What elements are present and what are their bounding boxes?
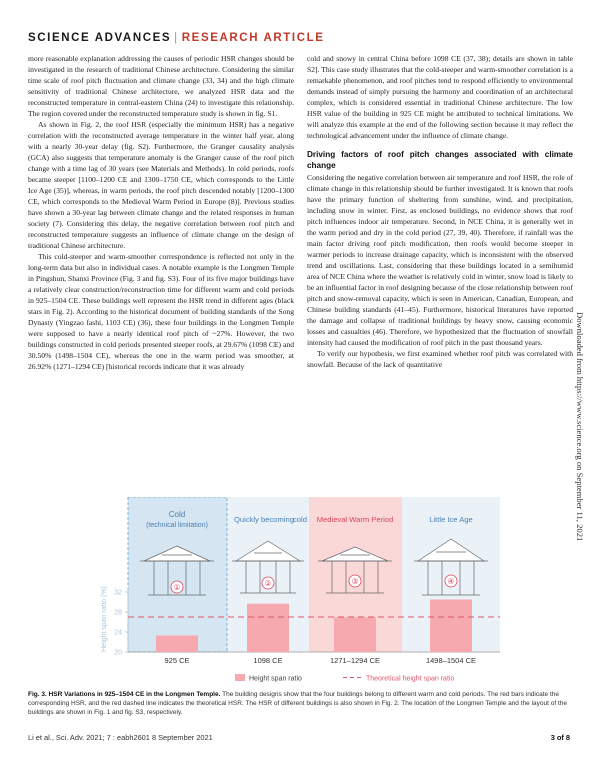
period-label-warm: Medieval Warm Period bbox=[316, 515, 394, 524]
citation: Li et al., Sci. Adv. 2021; 7 : eabh2601 8 September 2021 bbox=[28, 733, 213, 742]
building-marker-3: ③ bbox=[351, 577, 359, 586]
legend-swatch-bar bbox=[235, 674, 245, 681]
x-tick-label: 1498–1504 CE bbox=[425, 656, 477, 665]
page-footer bbox=[28, 733, 570, 742]
legend-label-line: Theoretical height span ratio bbox=[366, 675, 455, 683]
figure-caption bbox=[28, 690, 573, 717]
paragraph: This cold-steeper and warm-smoother correspondence is reflected not only in the long-term data but also in individual cases. A notable example is the Longmen Temple in Pingshun, Shanxi Province (Fig. 3 and fig. S3). Four of its five major buildings have a relatively clear construction/reconstruction time for different warm and cold periods in 925–1504 CE. These buildings well represent the HSR trend in different ages (black stars in Fig. 2). According to the historical document of building standards of the Song Dynasty (Yingzao fashi, 1103 CE) (36), these four buildings in the Longmen Temple were supposed to have a nearly identical roof pitch of ~27%. However, the two buildings constructed in cold periods presented steeper roofs, at 29.67% (1098 CE) and 30.50% (1498–1504 CE), whereas the one in the warm period was smoother, at 26.92% (1271–1294 CE) [historical records indicate that it was already bbox=[28, 252, 294, 371]
y-tick-label: 20 bbox=[114, 649, 122, 657]
paragraph: Considering the negative correlation between air temperature and roof HSR, the role of climate change in this relationship should be further investigated. It is known that roofs have the primary function of sheltering from sunshine, wind, and precipitation, including snow in winter. First, as enclosed buildings, no evidence shows that roof pitch influences indoor air temperature. Second, in NCE China, it is generally wet in the warm period and dry in the cold period (27, 39, 40). Therefore, if rainfall was the main factor driving roof pitch modification, then roofs would become steeper in warmer periods to increase drainage capacity, which is inconsistent with the observed trend and oscillations. Last, considering that these buildings located in a semihumid area of NCE China where the weather is relatively cold in winter, snow load is likely to be an influential factor in roof designing because of the close relationship between roof pitch and snow-removal capacity, which is seen in American, Canadian, European, and Chinese building standards (41–45). Furthermore, historical literatures have reported the damage and collapse of traditional buildings by heavy snow, causing economic losses and casualties (46). Therefore, we hypothesized that the fluctuation of snowfall intensity had caused the modification of roof pitch in the past thousand years. bbox=[307, 173, 573, 347]
figure-3-graphic bbox=[100, 497, 500, 685]
section-heading: Driving factors of roof pitch changes associated with climate change bbox=[307, 150, 573, 170]
y-ticks bbox=[114, 590, 128, 657]
paragraph: more reasonable explanation addressing the causes of periodic HSR changes should be investigated in the research of traditional Chinese architecture. Considering the similar time scale of roof pitch fluctuation and climate change (33, 34) and the high climate sensitivity of traditional Chinese architecture, we analyzed HSR data and the reconstructed temperature in central-eastern China (24) to investigate this relationship. The region covered under the reconstructed temperature study is shown in fig. S1. bbox=[28, 54, 294, 118]
y-tick-label: 24 bbox=[114, 629, 122, 637]
paragraph: As shown in Fig. 2, the roof HSR (especially the minimum HSR) has a negative correlation with the reconstructed average temperature in the winter half year, along with a nearly 30-year delay (fig. S2). Furthermore, the Granger causality analysis (GCA) also suggests that temperature anomaly is the Granger cause of the roof pitch change with a time lag of 30 years (see Materials and Methods). In cold periods, roofs became steeper [1100–1200 CE and 1300–1750 CE, which corresponds to the Little Ice Age (35)], whereas, in warm periods, the roof pitch descended notably [1200–1300 CE, which corresponds to the Medieval Warm Period in Europe (8)]. Previous studies have shown a 30-year lag between climate change and the related responses in human society (7). Considering this delay, the negative correlation between roof pitch and reconstructed temperature suggests an influence of climate change on the design of traditional Chinese architecture. bbox=[28, 120, 294, 250]
x-tick-label: 1098 CE bbox=[253, 656, 283, 665]
journal-name: SCIENCE ADVANCES bbox=[28, 32, 172, 44]
y-tick-label: 32 bbox=[114, 589, 122, 597]
building-marker-4: ④ bbox=[447, 577, 455, 586]
period-label-cold2: cold bbox=[293, 515, 307, 524]
legend-label-bar: Height span ratio bbox=[249, 675, 302, 683]
paragraph: cold and snowy in central China before 1098 CE (37, 38); details are shown in table S2]. This case study illustrates that the cold-steeper and warm-smoother correlation is a remarkable phenomenon, and roof pitches tend to respond efficiently to environmental demands instead of simply pursuing the harmony and coordination of an architectural complex, which is considered essential in traditional Chinese architecture. The low HSR value of the building in 925 CE might be attributed to technical limitations. We will analyze this example at the end of the following section because it may reflect the technological advancement under the influence of climate change. bbox=[307, 54, 573, 140]
building-marker-2: ② bbox=[264, 579, 272, 588]
bar-1 bbox=[156, 636, 198, 653]
page-number: 3 of 8 bbox=[550, 733, 570, 742]
building-marker-1: ① bbox=[173, 583, 181, 592]
journal-header bbox=[28, 32, 325, 44]
paragraph: To verify our hypothesis, we first examined whether roof pitch was correlated with snowfall. Because of the lack of quantitative bbox=[307, 349, 573, 369]
period-label-technical: (technical limitation) bbox=[146, 522, 208, 529]
bar-2 bbox=[247, 604, 289, 652]
caption-title: Fig. 3. HSR Variations in 925–1504 CE in the Longmen Temple. bbox=[28, 691, 221, 698]
period-label-cold: Cold bbox=[168, 510, 186, 519]
download-note bbox=[574, 312, 586, 612]
cold-period-band bbox=[128, 497, 227, 652]
x-tick-labels bbox=[164, 656, 476, 665]
y-tick-label: 28 bbox=[114, 609, 122, 617]
left-column bbox=[28, 53, 294, 372]
x-tick-label: 1271–1294 CE bbox=[329, 656, 381, 665]
caption-text: The building designs show that the four buildings belong to different warm and cold periods. The red bars indicate the corresponding HSR, and the red dashed line indicates the theoretical HSR. The HSR of different buildings is also shown in Fig. 2. The location of the Longmen Temple and the layout of the buildings are shown in Fig. 1 and fig. S3, respectively. bbox=[28, 691, 567, 716]
figure-3 bbox=[100, 497, 500, 685]
bar-4 bbox=[430, 600, 472, 653]
period-label-lia: Little Ice Age bbox=[429, 515, 473, 524]
right-column bbox=[307, 53, 573, 370]
section-name: RESEARCH ARTICLE bbox=[181, 32, 325, 44]
period-label-quickly: Quickly becoming bbox=[234, 515, 294, 524]
bar-3 bbox=[334, 617, 376, 652]
download-note-text: Downloaded from https://www.science.org on September 11, 2021 bbox=[575, 312, 585, 542]
y-axis-label: Height span ratio (%) bbox=[101, 586, 108, 652]
header-separator: | bbox=[174, 32, 179, 44]
x-tick-label: 925 CE bbox=[164, 656, 190, 665]
